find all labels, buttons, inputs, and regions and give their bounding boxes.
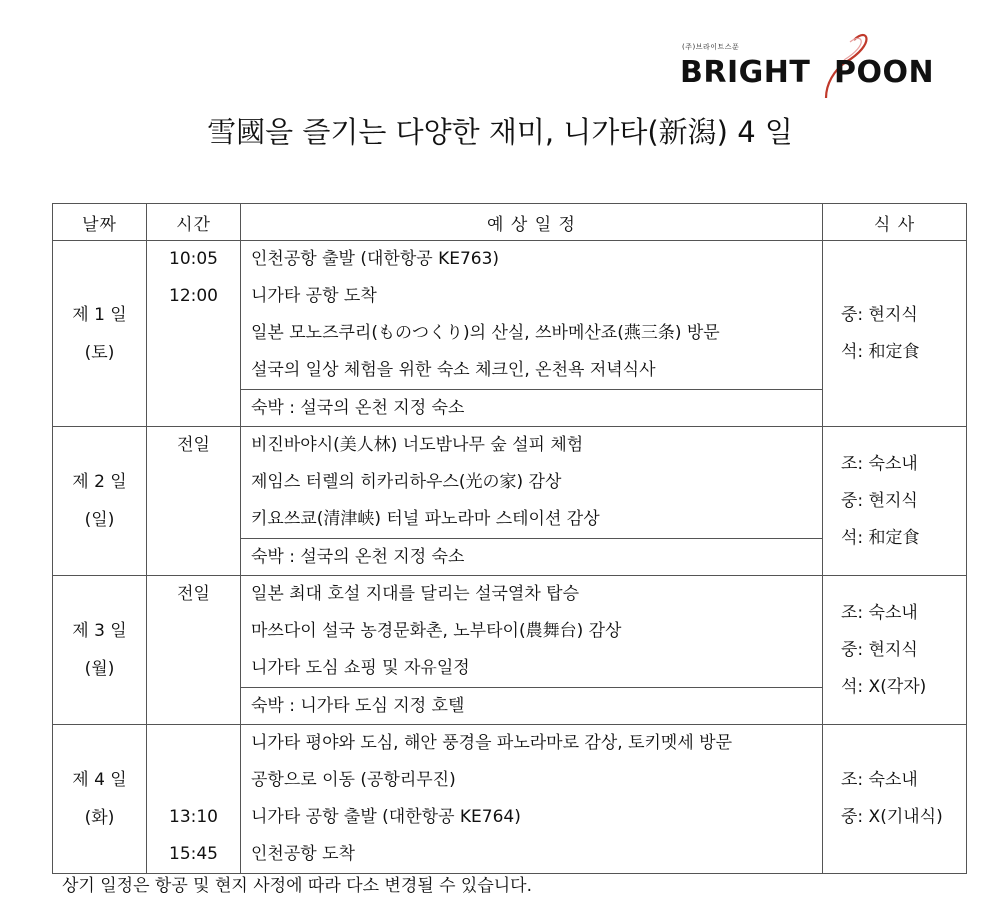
time-value (147, 725, 240, 762)
lodging-text: 숙박 : 설국의 온천 지정 숙소 (251, 398, 465, 418)
time-value: 15:45 (169, 844, 218, 864)
meals-cell (823, 427, 967, 576)
schedule-item: 니가타 공항 출발 (대한항공 KE764) (251, 807, 521, 827)
schedule-cell (241, 725, 823, 874)
schedule-item: 키요쓰쿄(清津峡) 터널 파노라마 스테이션 감상 (251, 509, 600, 529)
schedule-cell (241, 576, 823, 688)
meal-item: 석: 和定食 (841, 341, 920, 362)
time-value: 13:10 (169, 807, 218, 827)
header-schedule: 예 상 일 정 (241, 204, 823, 241)
weekday-label: (토) (84, 342, 115, 363)
schedule-cell (241, 427, 823, 539)
lodging-cell (241, 539, 823, 576)
company-logo (676, 28, 938, 100)
page-title: 雪國을 즐기는 다양한 재미, 니가타(新潟) 4 일 (207, 115, 793, 149)
time-cell (147, 241, 241, 427)
schedule-item: 제임스 터렐의 히카리하우스(光の家) 감상 (251, 472, 562, 492)
table-row (53, 427, 967, 539)
lodging-cell (241, 688, 823, 725)
time-cell (147, 427, 241, 576)
day-label: 제 4 일 (72, 770, 127, 790)
meal-item: 중: 현지식 (841, 490, 918, 511)
schedule-item: 니가타 도심 쇼핑 및 자유일정 (251, 658, 470, 678)
schedule-item: 비진바야시(美人林) 너도밤나무 숲 설피 체험 (251, 435, 584, 455)
header-time: 시간 (147, 204, 241, 241)
day-cell (53, 241, 147, 427)
schedule-item: 일본 모노즈쿠리(ものつくり)의 산실, 쓰바메산죠(燕三条) 방문 (251, 323, 720, 343)
logo-company-name: (주)브라이트스푼 (682, 43, 740, 51)
day-label: 제 1 일 (72, 304, 127, 325)
schedule-item: 설국의 일상 체험을 위한 숙소 체크인, 온천욕 저녁식사 (251, 360, 656, 380)
time-cell (147, 725, 241, 874)
day-label: 제 2 일 (72, 472, 127, 492)
lodging-text: 숙박 : 설국의 온천 지정 숙소 (251, 547, 465, 567)
schedule-item: 마쓰다이 설국 농경문화촌, 노부타이(農舞台) 감상 (251, 621, 622, 641)
itinerary-table (52, 203, 967, 874)
time-value (147, 762, 240, 799)
meal-item: 중: X(기내식) (841, 807, 943, 827)
schedule-item: 니가타 평야와 도심, 해안 풍경을 파노라마로 감상, 토키멧세 방문 (251, 733, 733, 753)
day-cell (53, 427, 147, 576)
time-value (147, 352, 240, 389)
schedule-item: 인천공항 출발 (대한항공 KE763) (251, 249, 500, 269)
footnote: 상기 일정은 항공 및 현지 사정에 따라 다소 변경될 수 있습니다. (62, 876, 532, 896)
day-cell (53, 725, 147, 874)
header-meals: 식 사 (823, 204, 967, 241)
meal-item: 중: 현지식 (841, 304, 918, 325)
meals-cell (823, 241, 967, 427)
time-value: 10:05 (169, 249, 218, 269)
table-row (53, 725, 967, 874)
meal-item: 조: 숙소내 (841, 770, 918, 790)
meal-item: 석: X(각자) (841, 676, 927, 697)
lodging-cell (241, 390, 823, 427)
table-row (53, 576, 967, 688)
schedule-item: 니가타 공항 도착 (251, 286, 377, 306)
lodging-text: 숙박 : 니가타 도심 지정 호텔 (251, 696, 465, 716)
weekday-label: (화) (84, 808, 115, 828)
meal-item: 중: 현지식 (841, 639, 918, 660)
table-header-row (53, 204, 967, 241)
time-value: 전일 (177, 584, 210, 604)
time-value (147, 315, 240, 352)
table-row (53, 241, 967, 390)
time-value: 전일 (177, 435, 210, 455)
logo-word-bright: BRIGHT (680, 55, 811, 90)
meals-cell (823, 725, 967, 874)
schedule-item: 일본 최대 호설 지대를 달리는 설국열차 탑승 (251, 584, 580, 604)
meal-item: 조: 숙소내 (841, 453, 918, 474)
schedule-cell (241, 241, 823, 390)
day-cell (53, 576, 147, 725)
day-label: 제 3 일 (72, 621, 127, 641)
schedule-item: 공항으로 이동 (공항리무진) (251, 770, 456, 790)
weekday-label: (월) (84, 659, 115, 679)
meal-item: 석: 和定食 (841, 527, 920, 548)
time-value: 12:00 (169, 286, 218, 306)
time-cell (147, 576, 241, 725)
meal-item: 조: 숙소내 (841, 602, 918, 623)
schedule-item: 인천공항 도착 (251, 844, 355, 864)
logo-word-poon: POON (834, 55, 935, 90)
header-date: 날짜 (53, 204, 147, 241)
meals-cell (823, 576, 967, 725)
weekday-label: (일) (84, 510, 115, 530)
